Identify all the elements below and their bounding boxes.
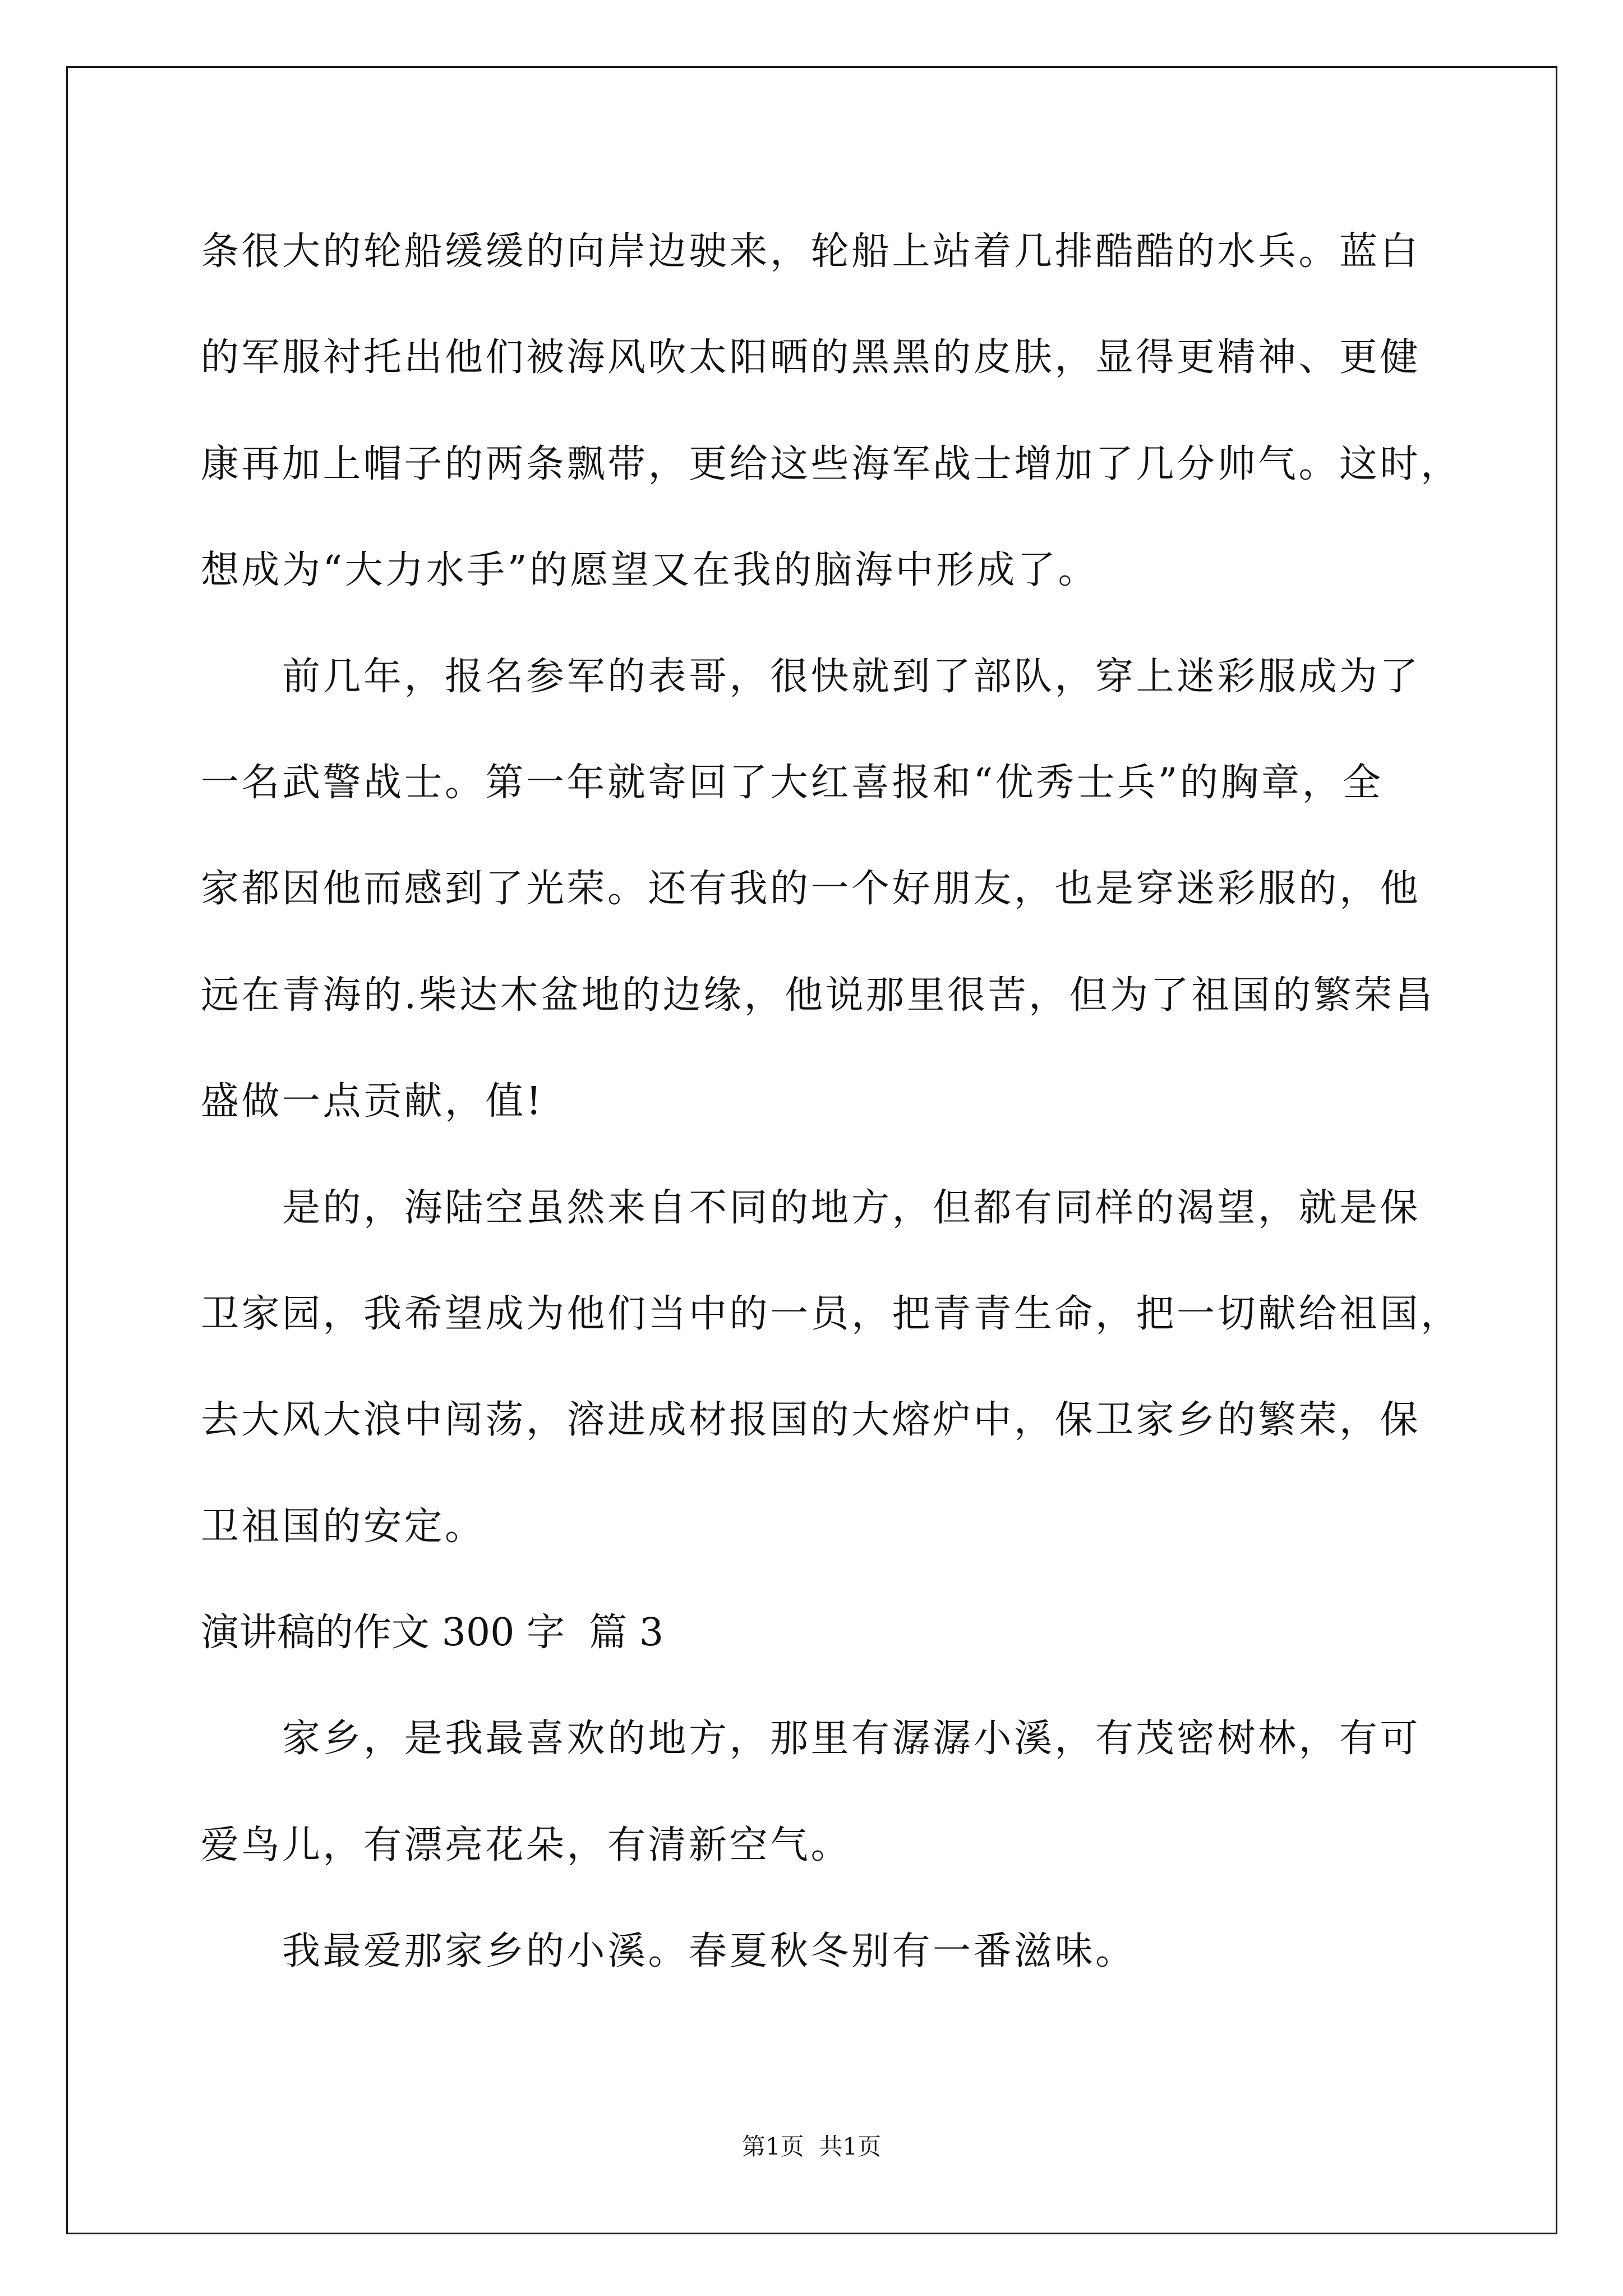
text-line: 是的，海陆空虽然来自不同的地方，但都有同样的渴望，就是保 [282,1185,1421,1230]
text-line: 家乡，是我最喜欢的地方，那里有潺潺小溪，有茂密树林，有可 [282,1717,1421,1761]
text-line: 前几年，报名参军的表哥，很快就到了部队，穿上迷彩服成为了 [282,654,1421,699]
paragraph [201,1898,1463,2004]
paragraph [201,199,1463,624]
text-line: 康再加上帽子的两条飘带，更给这些海军战士增加了几分帅气。这时， [201,441,1461,486]
text-line: 一名武警战士。第一年就寄回了大红喜报和“优秀士兵”的胸章，全 [201,760,1384,805]
section-title: 演讲稿的作文 300 字 篇 3 [201,1611,664,1655]
text-line: 家都因他而感到了光荣。还有我的一个好朋友，也是穿迷彩服的，他 [201,867,1421,912]
page-footer: 第1页 共1页 [741,2133,882,2160]
text-line: 盛做一点贡献，值! [201,1079,544,1124]
text-line: 想成为“大力水手”的愿望又在我的脑海中形成了。 [201,548,1099,593]
text-line: 远在青海的.柴达木盆地的边缘，他说那里很苦，但为了祖国的繁荣昌 [201,973,1436,1018]
paragraph [201,1686,1463,1898]
text-line: 的军服衬托出他们被海风吹太阳晒的黑黑的皮肤，显得更精神、更健 [201,335,1421,380]
text-line: 爱鸟儿，有漂亮花朵，有清新空气。 [201,1823,852,1867]
text-line: 卫祖国的安定。 [201,1504,486,1549]
paragraph [201,1155,1463,1580]
paragraph [201,624,1463,1155]
text-line: 条很大的轮船缓缓的向岸边驶来，轮船上站着几排酷酷的水兵。蓝白 [201,229,1421,274]
text-line: 我最爱那家乡的小溪。春夏秋冬别有一番滋味。 [282,1929,1136,1974]
document-body [201,199,1463,2005]
text-line: 卫家园，我希望成为他们当中的一员，把青青生命，把一切献给祖国， [201,1291,1461,1336]
text-line: 去大风大浪中闯荡，溶进成材报国的大熔炉中，保卫家乡的繁荣，保 [201,1398,1421,1443]
